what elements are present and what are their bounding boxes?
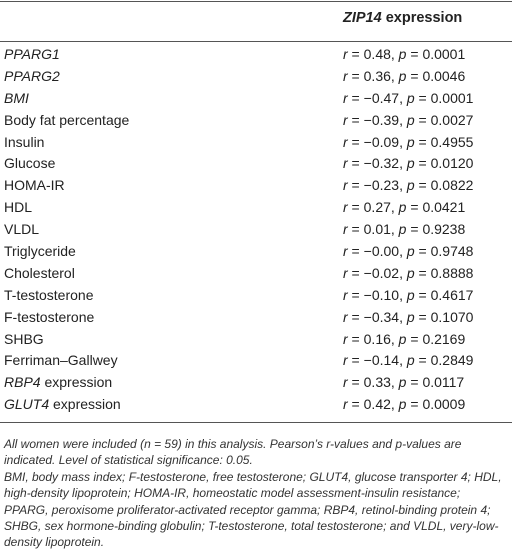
equals-sign: = [347,330,364,347]
r-value: −0.10 [363,286,400,303]
equals-sign: = [347,221,364,238]
p-symbol: p [398,46,407,62]
row-variable-label: T-testosterone [4,286,94,303]
equals-sign: = [406,221,423,238]
r-value: 0.33 [363,374,391,391]
table-row [0,44,512,66]
row-variable-label: Cholesterol [4,264,75,281]
equals-sign: = [414,155,431,172]
equals-sign: = [414,243,431,260]
footnote-methods: All women were included (n = 59) in this analysis. Pearson’s r-values and p-values are indicated. Level of statistical significance: 0.05. [4,437,462,468]
equals-sign: = [414,264,431,281]
row-variable [4,197,32,219]
p-symbol: p [406,308,415,325]
p-value: 0.0822 [430,177,474,194]
row-statistics [343,88,473,110]
equals-sign: = [347,352,364,369]
r-symbol: r [343,243,348,260]
p-symbol: p [398,221,407,238]
equals-sign: = [347,155,364,172]
row-variable-label: Ferriman–Gallwey [4,352,118,369]
p-symbol: p [406,155,415,172]
equals-sign: = [414,133,431,150]
equals-sign: = [347,264,364,281]
footnote-abbreviations: BMI, body mass index; F-testosterone, free testosterone; GLUT4, glucose transporter 4; HDL, high-density lipoprotein; HOMA-IR, homeostatic model assessment-insulin resistance; PPARG, peroxisome proliferator-activated receptor gamma; RBP4, retinol-binding protein 4; SHBG, sex hormone-binding globulin; T-testosterone, total testosterone; and VLDL, very-low-density lipoprotein. [4,469,502,550]
row-variable-label: RBP4 [4,374,41,391]
r-value: −0.23 [363,177,400,194]
table-row [0,263,512,285]
row-statistics [343,350,473,372]
column-header-suffix: expression [381,10,463,26]
p-value: 0.0009 [422,396,466,413]
row-variable [4,88,29,110]
separator: , [390,67,399,84]
column-header [343,10,462,26]
row-statistics [343,372,464,394]
separator: , [390,221,399,238]
row-variable-suffix: expression [49,396,121,413]
separator: , [399,264,407,281]
row-variable [4,44,60,66]
table-row [0,88,512,110]
table-row [0,350,512,372]
row-statistics [343,241,473,263]
row-variable [4,329,44,351]
equals-sign: = [414,111,431,128]
p-value: 0.1070 [430,308,474,325]
separator: , [399,133,407,150]
p-value: 0.9748 [430,243,474,260]
separator: , [399,111,407,128]
header-rule [0,41,512,42]
equals-sign: = [347,308,364,325]
r-value: 0.01 [363,221,391,238]
p-symbol: p [406,286,415,303]
row-variable-label: GLUT4 [4,396,50,413]
equals-sign: = [347,89,364,106]
p-value: 0.0120 [430,155,474,172]
r-value: −0.47 [363,89,400,106]
row-variable [4,263,75,285]
table-body [0,44,512,416]
row-variable-label: HDL [4,199,33,216]
equals-sign: = [406,67,423,84]
r-value: 0.42 [363,396,391,413]
p-value: 0.2849 [430,352,474,369]
r-symbol: r [343,177,348,194]
table-row [0,66,512,88]
p-value: 0.0046 [422,67,466,84]
r-value: −0.09 [363,133,400,150]
table-row [0,197,512,219]
table-row [0,241,512,263]
table-row [0,175,512,197]
row-variable [4,175,65,197]
row-variable [4,132,44,154]
separator: , [399,177,407,194]
p-symbol: p [398,396,407,413]
r-symbol: r [343,111,348,128]
p-symbol: p [406,133,415,150]
r-symbol: r [343,46,348,62]
row-statistics [343,66,465,88]
r-symbol: r [343,221,348,238]
table-row [0,219,512,241]
equals-sign: = [406,396,423,413]
r-value: 0.27 [363,199,391,216]
row-variable-label: VLDL [4,221,40,238]
separator: , [399,286,407,303]
r-value: −0.00 [363,243,400,260]
p-value: 0.0001 [422,46,466,62]
equals-sign: = [347,133,364,150]
row-variable-suffix: expression [40,374,113,391]
separator: , [390,396,399,413]
r-symbol: r [343,330,348,347]
equals-sign: = [347,286,364,303]
row-statistics [343,329,465,351]
top-rule [0,1,512,2]
p-symbol: p [398,67,407,84]
row-statistics [343,394,465,416]
row-variable-label: SHBG [4,330,44,347]
row-variable-label: Triglyceride [4,243,76,260]
r-symbol: r [343,67,348,84]
p-symbol: p [406,264,415,281]
column-header-gene: ZIP14 [343,10,382,26]
row-variable-label: PPARG2 [4,67,60,84]
equals-sign: = [414,352,431,369]
p-value: 0.0027 [430,111,474,128]
p-symbol: p [406,177,415,194]
r-value: 0.48 [363,46,391,62]
p-symbol: p [406,89,415,106]
row-statistics [343,263,473,285]
row-variable [4,219,39,241]
p-symbol: p [398,374,407,391]
row-statistics [343,44,465,66]
row-variable-label: Body fat percentage [4,111,130,128]
equals-sign: = [414,286,431,303]
r-symbol: r [343,199,348,216]
r-value: −0.39 [363,111,400,128]
table-row [0,132,512,154]
table-row [0,153,512,175]
row-statistics [343,307,473,329]
row-variable [4,372,112,394]
equals-sign: = [406,199,423,216]
p-value: 0.9238 [422,221,466,238]
p-value: 0.0421 [422,199,466,216]
table-row [0,394,512,416]
table-row [0,285,512,307]
row-statistics [343,197,465,219]
row-variable [4,350,118,372]
p-symbol: p [398,199,407,216]
row-statistics [343,153,473,175]
equals-sign: = [347,111,364,128]
row-variable [4,241,76,263]
r-symbol: r [343,396,348,413]
equals-sign: = [347,199,364,216]
equals-sign: = [347,177,364,194]
row-variable-label: Glucose [4,155,56,172]
separator: , [399,352,407,369]
p-symbol: p [406,111,415,128]
equals-sign: = [347,396,364,413]
p-symbol: p [406,243,415,260]
equals-sign: = [406,374,423,391]
r-symbol: r [343,155,348,172]
equals-sign: = [414,89,431,106]
equals-sign: = [406,330,423,347]
r-value: −0.32 [363,155,400,172]
row-variable [4,153,55,175]
r-value: −0.34 [363,308,400,325]
r-symbol: r [343,308,348,325]
row-variable [4,110,129,132]
table-row [0,329,512,351]
separator: , [399,243,407,260]
r-value: 0.36 [363,67,391,84]
table-row [0,372,512,394]
table-row [0,307,512,329]
row-variable-label: BMI [4,89,29,106]
row-statistics [343,285,473,307]
p-symbol: p [406,352,415,369]
equals-sign: = [347,374,364,391]
r-symbol: r [343,133,348,150]
equals-sign: = [347,243,364,260]
r-symbol: r [343,352,348,369]
row-statistics [343,110,473,132]
row-variable-label: Insulin [4,133,45,150]
equals-sign: = [414,308,431,325]
r-symbol: r [343,286,348,303]
row-variable [4,285,94,307]
separator: , [390,46,399,62]
row-statistics [343,132,473,154]
p-value: 0.4617 [430,286,474,303]
separator: , [399,89,407,106]
p-value: 0.0117 [422,374,465,391]
row-variable-label: F-testosterone [4,308,95,325]
p-value: 0.2169 [422,330,466,347]
row-variable [4,307,94,329]
row-statistics [343,219,465,241]
bottom-rule [0,422,512,423]
equals-sign: = [347,67,364,84]
row-variable [4,66,60,88]
row-variable [4,394,121,416]
separator: , [390,374,399,391]
p-symbol: p [398,330,407,347]
row-variable-label: HOMA-IR [4,177,65,194]
r-symbol: r [343,374,348,391]
row-statistics [343,175,473,197]
r-value: 0.16 [363,330,391,347]
r-symbol: r [343,264,348,281]
p-value: 0.4955 [430,133,474,150]
separator: , [399,308,407,325]
separator: , [390,330,399,347]
separator: , [390,199,399,216]
r-symbol: r [343,89,348,106]
p-value: 0.8888 [430,264,474,281]
r-value: −0.02 [363,264,400,281]
table-row [0,110,512,132]
equals-sign: = [414,177,431,194]
r-value: −0.14 [363,352,400,369]
separator: , [399,155,407,172]
p-value: 0.0001 [430,89,474,106]
row-variable-label: PPARG1 [4,46,60,62]
equals-sign: = [347,46,364,62]
table-footnotes [4,436,504,551]
equals-sign: = [406,46,423,62]
